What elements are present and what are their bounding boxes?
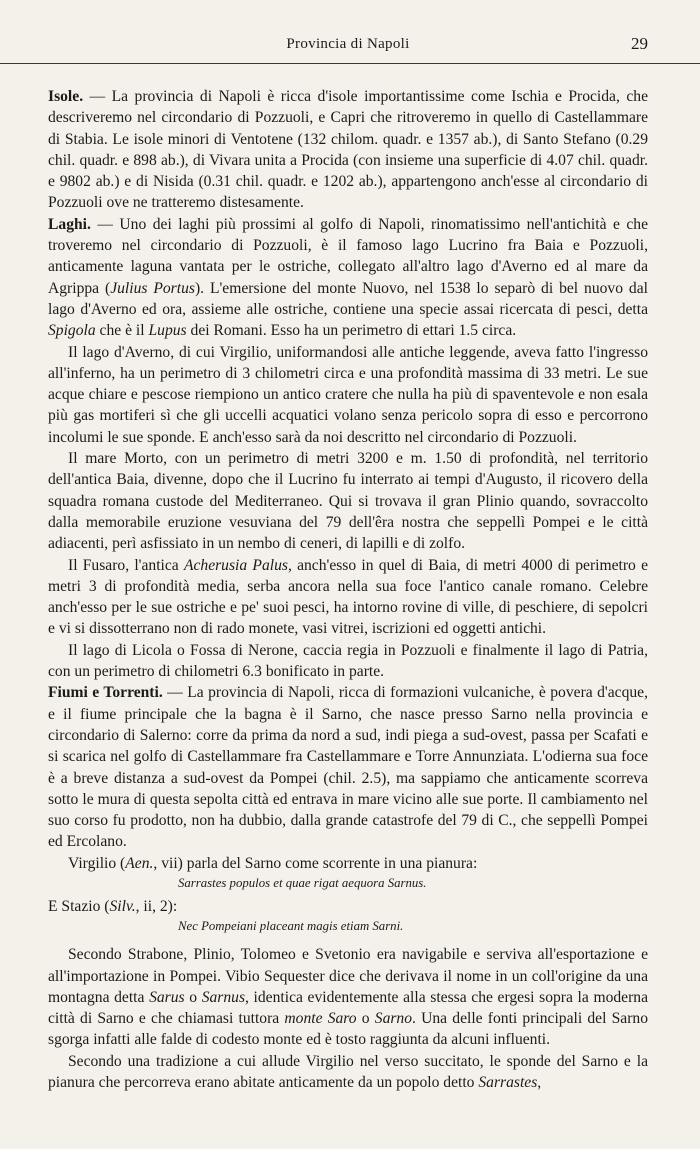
italic-aen: Aen.: [125, 854, 154, 872]
italic-sarrastes: Sarrastes: [478, 1074, 538, 1092]
text-virgilio-1: Virgilio (: [68, 854, 126, 872]
paragraph-tradizione: [48, 1051, 648, 1094]
text-laghi-3: che è il: [95, 322, 149, 340]
paragraph-averno: Il lago d'Averno, di cui Virgilio, uniformandosi alle antiche leggende, aveva fatto l'ingresso all'inferno, ha un perimetro di 3 chilometri circa e una profondità massima di 33 metri. Le sue acque chiare e pescose riempiono un antico cratere che nulla ha più di spaventevole e non esala più gas mortiferi sì che gli uccelli acquatici volano senza pericolo sopra di esso e percorrono incolumi le sue sponde. E anch'esso sarà da noi descritto nel circondario di Pozzuoli.: [48, 343, 648, 446]
italic-sarnus: Sarnus: [201, 988, 246, 1006]
italic-sarus: Sarus: [149, 988, 185, 1006]
paragraph-fiumi: [48, 682, 648, 852]
italic-silv: Silv.: [109, 897, 136, 915]
text-laghi-2: ). L'emersione del monte Nuovo, nel 1538 lo separò di bel nuovo dal lago d'Averno ed ora, assieme alle ostriche, contiene una specie assai ricercata di pesci, detta: [48, 279, 648, 318]
text-fusaro-1: Il Fusaro, l'antica: [68, 556, 184, 574]
text-strabone-4: o: [356, 1010, 375, 1028]
text-laghi-1: — Uno dei laghi più prossimi al golfo di Napoli, rinomatissimo nell'antichità e che troveremo nel circondario di Pozzuoli, è il famoso lago Lucrino fra Baia e Pozzuoli, anticamente laguna vantata per le ostriche, collegato all'altro lago d'Averno ed al mare da Agrippa (: [48, 215, 648, 297]
text-fiumi: — La provincia di Napoli, ricca di formazioni vulcaniche, è povera d'acque, e il fiume principale che la bagna è il Sarno, che nasce presso Sarno nella provincia e circondario di Salerno: corre da prima da nord a sud, indi piega a sud-ovest, passa per Scafati e si scarica nel golfo di Castellammare fra Castellammare e Torre Annunziata. L'odierna sua foce è a breve distanza a sud-ovest da Pompei (chil. 2.5), ma sappiamo che anticamente scorreva sotto le mura di questa sepolta città ed entrava in mare vicino alle sue porte. Il cambiamento nel suo corso fu prodotto, non ha dubbio, dalla grande catastrofe del 79 di C., che seppellì Pompei ed Ercolano.: [48, 684, 648, 851]
page-header: [48, 0, 648, 54]
italic-spigola: Spigola: [48, 322, 96, 340]
text-strabone-1: Secondo Strabone, Plinio, Tolomeo e Svetonio era navigabile e serviva all'esportazione e all'importazione in Pompei. Vibio Sequester dice che derivava il nome in un coll'origine da una montagna detta: [48, 946, 648, 1006]
text-tradizione-2: ,: [537, 1074, 542, 1092]
header-rule: [0, 63, 700, 64]
italic-monte-saro: monte Saro: [284, 1010, 357, 1028]
quote-stazio: Nec Pompeiani placeant magis etiam Sarni.: [178, 919, 404, 934]
quote-virgilio: Sarrastes populos et quae rigat aequora Sarnus.: [178, 875, 427, 890]
paragraph-licola: Il lago di Licola o Fossa di Nerone, caccia regia in Pozzuoli e finalmente il lago di Patria, con un perimetro di chilometri 6.3 bonificato in parte.: [48, 641, 648, 681]
spacer: [48, 936, 648, 944]
paragraph-laghi: [48, 214, 648, 342]
text-strabone-5: . Una delle fonti principali del Sarno sgorga infatti alle falde di codesto monte ed è tosto raggiunta da alcuni influenti.: [48, 1010, 649, 1049]
italic-julius-portus: Julius Portus: [110, 279, 195, 297]
italic-acherusia-palus: Acherusia Palus: [183, 556, 288, 574]
heading-laghi: Laghi.: [48, 215, 91, 233]
paragraph-isole: [48, 86, 648, 214]
paragraph-virgilio: [48, 853, 648, 874]
heading-isole: Isole.: [48, 88, 84, 105]
text-isole: — La provincia di Napoli è ricca d'isole importantissime come Ischia e Procida, che descriveremo nel circondario di Pozzuoli, e Capri che ritroveremo in quello di Castellammare di Stabia. Le isole minori di Ventotene (132 chilom. quadr. e 1357 ab.), di Santo Stefano (0.29 chil. quadr. e 898 ab.), di Vivara unita a Procida (con insieme una superficie di 4.07 chil. quadr. e 9802 ab.) e di Nisida (0.31 chil. quadr. e 1202 ab.), appartengono anch'esse al circondario di Pozzuoli ove ne tratteremo distesamente.: [48, 88, 648, 212]
paragraph-stazio: [48, 896, 648, 917]
page-number: 29: [631, 34, 648, 53]
text-stazio-2: , ii, 2):: [135, 897, 178, 915]
text-laghi-4: dei Romani. Esso ha un perimetro di ettari 1.5 circa.: [186, 322, 517, 340]
paragraph-mare-morto: Il mare Morto, con un perimetro di metri 3200 e m. 1.50 di profondità, nel territorio dell'antica Baia, divenne, dopo che il Lucrino fu interrato ai tempi d'Augusto, il ricovero della squadra romana custode del Mediterraneo. Qui si trovava il gran Plinio quando, sovraccolto dalla memorabile eruzione vesuviana del 79 dell'êra nostra che seppellì Pompei e le città adiacenti, perì asfissiato in un nembo di ceneri, di lapilli e di zolfo.: [48, 450, 648, 553]
italic-lupus: Lupus: [148, 322, 187, 340]
body-text: [48, 86, 648, 1093]
paragraph-fusaro: [48, 555, 648, 640]
heading-fiumi: Fiumi e Torrenti.: [48, 684, 163, 702]
running-title: Provincia di Napoli: [286, 36, 410, 52]
text-strabone-3: , identica evidentemente alla stessa che ergesi sopra la moderna città di Sarno e che chiamasi tuttora: [48, 988, 649, 1028]
italic-sarno: Sarno: [374, 1010, 413, 1028]
paragraph-strabone: [48, 944, 648, 1050]
text-virgilio-2: , vii) parla del Sarno come scorrente in una pianura:: [153, 854, 478, 872]
text-stazio-1: E Stazio (: [48, 897, 110, 915]
text-fusaro-2: , anch'esso in quel di Baia, di metri 4000 di perimetro e metri 3 di profondità media, serba ancora nella sua foce l'antico canale romano. Celebre anch'esso per le sue ostriche e pe' suoi pesci, ha intorno rovine di ville, di peschiere, di sepolcri e vi si dissotterrano non di rado monete, vasi vitrei, iscrizioni ed oggetti antichi.: [48, 556, 648, 638]
text-tradizione-1: Secondo una tradizione a cui allude Virgilio nel verso succitato, le sponde del Sarno e la pianura che percorreva erano abitate anticamente da un popolo detto: [48, 1052, 648, 1092]
text-strabone-2: o: [184, 988, 202, 1006]
